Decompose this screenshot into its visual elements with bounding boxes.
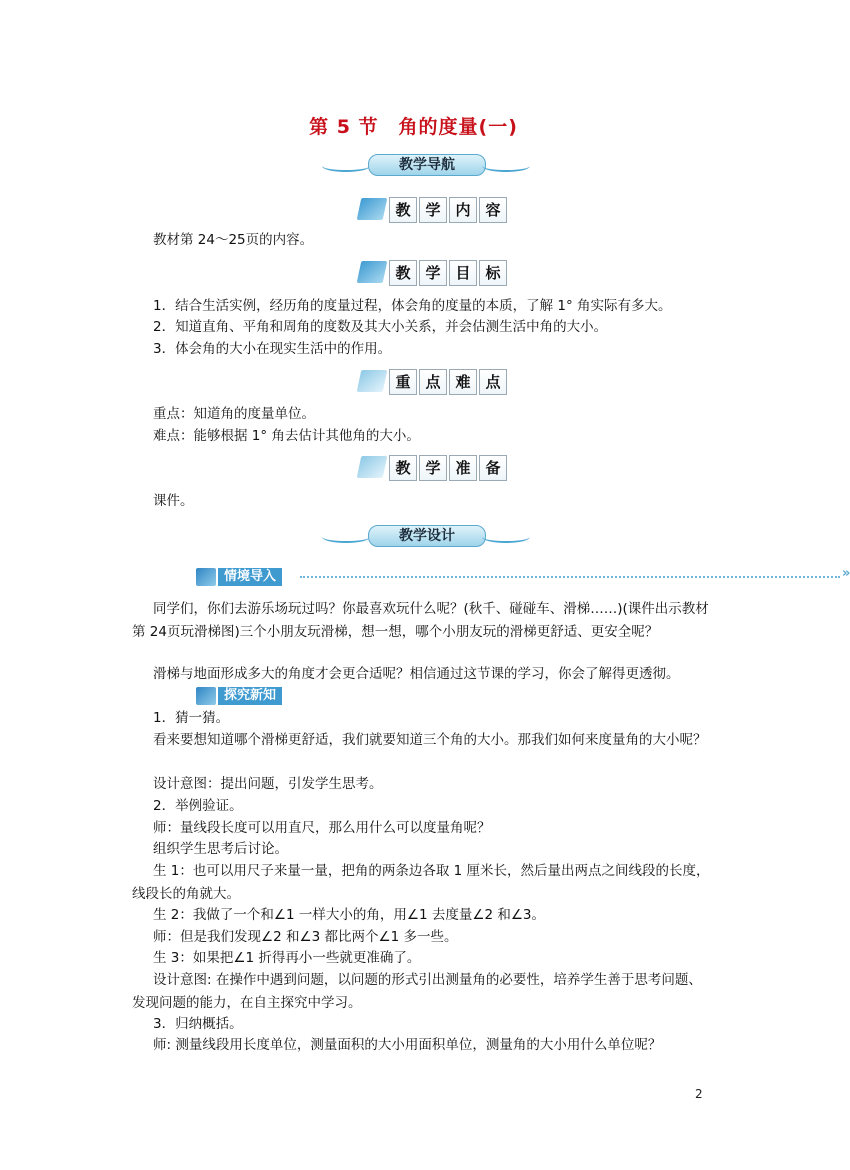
subheader-char: 目 [449, 260, 477, 286]
explore-paragraph: 师: 测量线段用长度单位，测量面积的大小用面积单位，测量角的大小用什么单位呢？ [153, 1037, 662, 1053]
book-icon [357, 198, 388, 220]
explore-paragraph: 组织学生思考后讨论。 [153, 841, 288, 857]
goal-item: 3．体会角的大小在现实生活中的作用。 [153, 341, 392, 357]
double-chevron-right-icon: » [842, 566, 850, 581]
subheader-char: 学 [419, 197, 447, 223]
subheader-char: 备 [479, 455, 507, 481]
explore-paragraph: 看来要想知道哪个滑梯更舒适，我们就要知道三个角的大小。那我们如何来度量角的大小呢？ [153, 732, 707, 748]
swirl-right-icon [482, 160, 530, 172]
key-point: 重点：知道角的度量单位。 [153, 406, 315, 422]
book-icon [196, 687, 216, 705]
subheader-char: 教 [389, 260, 417, 286]
goal-item: 1．结合生活实例，经历角的度量过程，体会角的度量的本质，了解 1° 角实际有多大。 [153, 298, 672, 314]
banner-label: 教学导航 [399, 157, 455, 173]
pen-icon [357, 261, 388, 283]
subheader-char: 点 [419, 369, 447, 395]
subheader-char: 学 [419, 260, 447, 286]
subheader-char: 容 [479, 197, 507, 223]
prep-text: 课件。 [153, 493, 194, 509]
explore-paragraph: 1．猜一猜。 [153, 710, 230, 726]
notebook-icon [357, 370, 388, 392]
subheader-teaching-goals [359, 260, 499, 286]
book-icon [196, 568, 216, 586]
subheader-char: 标 [479, 260, 507, 286]
explore-paragraph: 生 1：也可以用尺子来量一量，把角的两条边各取 1 厘米长，然后量出两点之间线段的长度，线段长的角就大。 [132, 863, 710, 902]
page-number: 2 [695, 1087, 703, 1101]
explore-paragraph: 2．举例验证。 [153, 798, 243, 814]
explore-paragraph: 生 3：如果把∠1 折得再小一些就更准确了。 [153, 950, 421, 966]
intro-paragraph: 滑梯与地面形成多大的角度才会更合适呢？相信通过这节课的学习，你会了解得更透彻。 [153, 666, 680, 682]
explore-paragraph: 设计意图：提出问题，引发学生思考。 [153, 776, 383, 792]
swirl-left-icon [322, 531, 370, 543]
subheader-char: 教 [389, 455, 417, 481]
subheader-char: 学 [419, 455, 447, 481]
difficult-point: 难点：能够根据 1° 角去估计其他角的大小。 [153, 428, 420, 444]
subheader-char: 内 [449, 197, 477, 223]
intro-paragraph: 同学们，你们去游乐场玩过吗？你最喜欢玩什么呢？(秋千、碰碰车、滑梯……)(课件出示教材第 24页玩滑梯图)三个小朋友玩滑梯，想一想，哪个小朋友玩的滑梯更舒适、更安全呢？ [132, 601, 709, 640]
teaching-design-banner [322, 521, 530, 551]
content-text: 教材第 24～25页的内容。 [153, 232, 314, 248]
subheader-char: 准 [449, 455, 477, 481]
goal-item: 2．知道直角、平角和周角的度数及其大小关系，并会估测生活中角的大小。 [153, 319, 608, 335]
subheader-teaching-content [359, 197, 499, 223]
subheader-key-points [359, 369, 499, 395]
teaching-nav-banner [322, 150, 530, 180]
banner-label: 教学设计 [399, 528, 455, 544]
subheader-char: 教 [389, 197, 417, 223]
page-title: 第 5 节 角的度量(一) [309, 116, 518, 138]
swirl-left-icon [322, 160, 370, 172]
subheader-char: 重 [389, 369, 417, 395]
folder-icon [357, 456, 388, 478]
explore-paragraph: 设计意图: 在操作中遇到问题，以问题的形式引出测量角的必要性，培养学生善于思考问题、发现问题的能力，在自主探究中学习。 [132, 972, 702, 1011]
subheader-teaching-prep [359, 455, 499, 481]
subheader-char: 点 [479, 369, 507, 395]
explore-paragraph: 师：但是我们发现∠2 和∠3 都比两个∠1 多一些。 [153, 929, 458, 945]
phase-label: 情境导入 [218, 568, 282, 586]
phase-label: 探究新知 [218, 687, 282, 705]
explore-paragraph: 师：量线段长度可以用直尺，那么用什么可以度量角呢？ [153, 820, 491, 836]
explore-paragraph: 生 2：我做了一个和∠1 一样大小的角，用∠1 去度量∠2 和∠3。 [153, 907, 546, 923]
swirl-right-icon [482, 531, 530, 543]
subheader-char: 难 [449, 369, 477, 395]
explore-paragraph: 3．归纳概括。 [153, 1016, 243, 1032]
dotted-divider [300, 576, 840, 578]
